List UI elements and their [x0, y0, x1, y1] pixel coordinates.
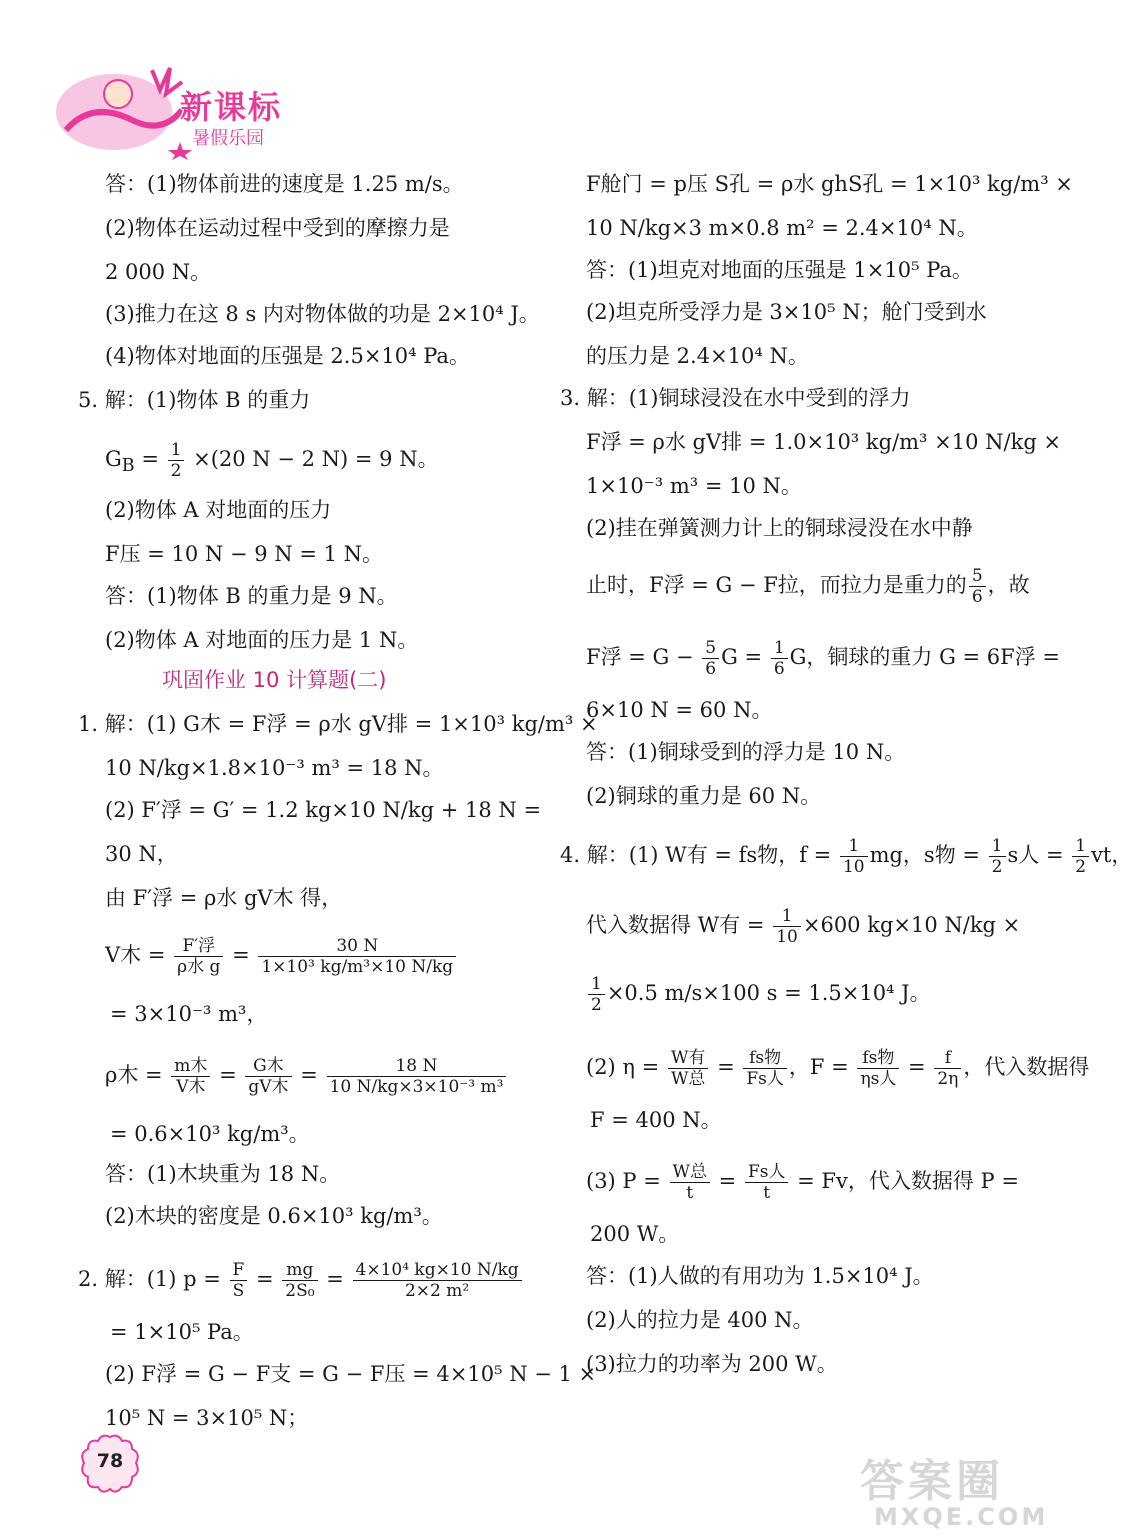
formula-text: = [134, 447, 166, 471]
fraction-numerator: 1 [840, 836, 868, 857]
formula-line [105, 936, 458, 977]
formula-line: = 0.6×10³ kg/m³。 [110, 1122, 310, 1146]
fraction [245, 1056, 291, 1097]
cartoon-surfer-icon [52, 60, 192, 160]
formula-line: = 3×10⁻³ m³， [110, 1002, 268, 1026]
fraction [989, 836, 1006, 877]
fraction-numerator: m木 [171, 1056, 210, 1077]
formula-text: ×600 kg×10 N/kg × [802, 913, 1021, 937]
fraction-numerator: F [230, 1260, 248, 1281]
fraction [258, 936, 456, 977]
formula-text: 止时，F浮 = G − F拉，而拉力是重力的 [586, 573, 967, 597]
fraction [969, 566, 986, 607]
fraction-denominator: 2 [1075, 857, 1087, 877]
fraction [174, 936, 223, 977]
answer-line: 答：(1)铜球受到的浮力是 10 N。 [586, 740, 906, 764]
watermark-url: MXQE.COM [874, 1503, 1049, 1531]
fraction-numerator: Fs人 [745, 1162, 789, 1183]
fraction-denominator: 10 [842, 857, 865, 877]
fraction-denominator: 6 [773, 659, 785, 679]
header-logo [52, 60, 322, 160]
formula-line [586, 974, 931, 1015]
problem-4-heading [560, 836, 1132, 877]
fraction-denominator: 6 [971, 587, 983, 607]
fraction [934, 1048, 961, 1089]
formula-text: ρ木 = [105, 1063, 170, 1087]
fraction-numerator: 1 [168, 440, 185, 461]
answer-line: (2)物体 A 对地面的压力是 1 N。 [105, 628, 419, 652]
fraction-denominator: 2 [591, 995, 602, 1015]
fraction-denominator: t [763, 1183, 771, 1203]
fraction-denominator: ηs人 [860, 1069, 897, 1089]
fraction [743, 1048, 787, 1089]
fraction-numerator: 1 [989, 836, 1006, 857]
fraction [353, 1260, 522, 1301]
formula-line [586, 906, 1020, 947]
fraction-denominator: gV木 [248, 1077, 289, 1097]
fraction [588, 974, 605, 1015]
fraction [327, 1056, 507, 1097]
fraction-numerator: fs物 [743, 1048, 787, 1069]
watermark [860, 1445, 1048, 1531]
page-number: 78 [96, 1450, 124, 1472]
formula-text: G = [721, 645, 769, 669]
fraction [773, 906, 801, 947]
formula-line [586, 566, 1030, 607]
fraction [171, 1056, 210, 1097]
formula-text: V木 = [105, 943, 173, 967]
fraction-numerator: F′浮 [174, 936, 223, 957]
section-heading: 巩固作业 10 计算题(二) [162, 668, 387, 692]
fraction [771, 638, 788, 679]
answer-line: 答：(1)木块重为 18 N。 [105, 1162, 341, 1186]
fraction-numerator: W有 [668, 1048, 708, 1069]
answer-line: (2)人的拉力是 400 N。 [586, 1308, 814, 1332]
fraction-numerator: 30 N [258, 936, 456, 957]
fraction-numerator: 1 [1072, 836, 1089, 857]
fraction-denominator: 2 [991, 857, 1003, 877]
answer-line: 2 000 N。 [105, 260, 212, 284]
formula-line: 10 N/kg×1.8×10⁻³ m³ = 18 N。 [105, 756, 444, 780]
answer-line: 的压力是 2.4×10⁴ N。 [586, 344, 809, 368]
formula-line: 200 W。 [590, 1222, 680, 1246]
formula-line: (2) η = $\frac{\text{W有}}{\text{W总}}$ = $\frac{\text{fs物}}{\text{Fs人}}$ ，F = $\frac{\text{fs物}}{\text{ηs人}}$ = $\frac{f}{2\eta}$ ，代入数据得 [586, 1048, 1090, 1089]
fraction [230, 1260, 248, 1301]
problem-5-heading: 5. 解：(1)物体 B 的重力 [78, 388, 311, 412]
formula-text: = Fv，代入数据得 P = [790, 1169, 1019, 1193]
fraction-numerator: 1 [588, 974, 605, 995]
formula-var: G [105, 447, 122, 471]
formula-text: 4. 解：(1) W有 = fs物，f = [560, 843, 838, 867]
fraction [1072, 836, 1089, 877]
fraction-numerator: G木 [245, 1056, 291, 1077]
formula-text: G，铜球的重力 G = 6F浮 = [789, 645, 1061, 669]
problem-2-heading: 2. 解：(1) p = $\frac{F}{S}$ = $\frac{mg}{\text{2S₀}}$ = $\frac{\text{4×10⁴ kg×10 N/kg}}{\text{2×2 m²}}$ [78, 1260, 524, 1301]
fraction [702, 638, 719, 679]
fraction-denominator: 2 [170, 461, 182, 481]
formula-text: ×0.5 m/s×100 s = 1.5×10⁴ J。 [606, 981, 931, 1005]
fraction-denominator: 2×2 m² [404, 1281, 470, 1301]
fraction-denominator: t [686, 1183, 694, 1203]
formula-text: ，故 [987, 573, 1030, 597]
answer-line: (4)物体对地面的压强是 2.5×10⁴ Pa。 [105, 344, 470, 368]
formula-line: 6×10 N = 60 N。 [586, 698, 773, 722]
fraction-numerator: 4×10⁴ kg×10 N/kg [353, 1260, 522, 1281]
formula-line: 10⁵ N = 3×10⁵ N； [105, 1406, 309, 1430]
formula-text: = [225, 943, 257, 967]
fraction-denominator: ρ水 g [177, 957, 221, 977]
fraction-numerator: 18 N [327, 1056, 507, 1077]
answer-line: (3)推力在这 8 s 内对物体做的功是 2×10⁴ J。 [105, 302, 540, 326]
formula-line: = 1×10⁵ Pa。 [110, 1320, 254, 1344]
fraction-numerator: W总 [670, 1162, 710, 1183]
formula-text: ，F = [788, 1055, 856, 1079]
formula-text: F浮 = G − [586, 645, 701, 669]
watermark-logo-text: 答案圈 [860, 1456, 1004, 1507]
formula-text: (3) P = [586, 1169, 668, 1193]
answer-line: (2)物体在运动过程中受到的摩擦力是 [105, 216, 450, 240]
logo-subtitle: 暑假乐园 [192, 128, 264, 149]
answer-line: (2)木块的密度是 0.6×10³ kg/m³。 [105, 1204, 443, 1228]
fraction-denominator: V木 [176, 1077, 206, 1097]
page-number-badge [78, 1433, 142, 1495]
formula-text: ，代入数据得 [963, 1055, 1090, 1079]
formula-text: ×(20 N − 2 N) = 9 N。 [186, 447, 439, 471]
fraction-denominator: 10 [776, 927, 798, 947]
formula-line: (2) F′浮 = G′ = 1.2 kg×10 N/kg + 18 N = [105, 798, 542, 822]
answer-line: 答：(1)物体前进的速度是 1.25 m/s。 [105, 172, 464, 196]
fraction-denominator: 10 N/kg×3×10⁻³ m³ [329, 1077, 504, 1097]
formula-line: ρ木 = $\frac{\text{m木}}{\text{V木}}$ = $\frac{\text{G木}}{\text{gV木}}$ = $\frac{18 N}{\text{10 N/kg×3×10⁻³ m³}}$ [105, 1056, 508, 1097]
fraction-denominator: Fs人 [746, 1069, 784, 1089]
fraction-numerator: fs物 [857, 1048, 899, 1069]
formula-line: 1×10⁻³ m³ = 10 N。 [586, 474, 802, 498]
formula-text: s人 = [1007, 843, 1071, 867]
fraction-numerator: 5 [969, 566, 986, 587]
fraction [745, 1162, 789, 1203]
fraction-numerator: f [934, 1048, 961, 1069]
fraction-denominator: 2η [937, 1069, 959, 1089]
answer-line: 答：(1)坦克对地面的压强是 1×10⁵ Pa。 [586, 258, 973, 282]
formula-line: F浮 = ρ水 gV排 = 1.0×10³ kg/m³ ×10 N/kg × [586, 430, 1062, 454]
answer-line: (3)拉力的功率为 200 W。 [586, 1352, 838, 1376]
answer-line: (2)坦克所受浮力是 3×10⁵ N；舱门受到水 [586, 300, 987, 324]
fraction-numerator: 5 [702, 638, 719, 659]
formula-line: F舱门 = p压 S孔 = ρ水 ghS孔 = 1×10³ kg/m³ × [586, 172, 1073, 196]
fraction [282, 1260, 317, 1301]
answer-line: (2)铜球的重力是 60 N。 [586, 784, 822, 808]
fraction-numerator: mg [282, 1260, 317, 1281]
fraction-denominator: 2S₀ [285, 1281, 315, 1301]
formula-line: (3) P = $\frac{\text{W总}}{t}$ = $\frac{\text{Fs人}}{t}$ = Fv，代入数据得 P = [586, 1162, 1019, 1203]
problem-1-heading: 1. 解：(1) G木 = F浮 = ρ水 gV排 = 1×10³ kg/m³ × [78, 712, 598, 736]
fraction [168, 440, 185, 481]
formula-line: 30 N， [105, 842, 178, 866]
formula-line: 10 N/kg×3 m×0.8 m² = 2.4×10⁴ N。 [586, 216, 978, 240]
fraction [670, 1162, 710, 1203]
answer-line: (2)挂在弹簧测力计上的铜球浸没在水中静 [586, 516, 973, 540]
formula-line [105, 440, 439, 481]
problem-3-heading: 3. 解：(1)铜球浸没在水中受到的浮力 [560, 386, 911, 410]
answer-line: 答：(1)物体 B 的重力是 9 N。 [105, 584, 398, 608]
fraction-denominator: W总 [670, 1069, 706, 1089]
formula-line: 由 F′浮 = ρ水 gV木 得， [105, 886, 343, 910]
fraction-numerator: 1 [773, 906, 801, 927]
formula-subscript: B [121, 456, 135, 477]
fraction-denominator: 1×10³ kg/m³×10 N/kg [261, 957, 454, 977]
formula-text: mg，s物 = [869, 843, 987, 867]
fraction [840, 836, 868, 877]
fraction-denominator: 6 [705, 659, 717, 679]
logo-title: 新课标 [180, 88, 283, 126]
fraction-denominator: S [232, 1281, 245, 1301]
formula-line: F = 400 N。 [590, 1108, 722, 1132]
formula-text: 2. 解：(1) p = [78, 1267, 228, 1291]
formula-line [586, 638, 1060, 679]
answer-line: (2)物体 A 对地面的压力 [105, 498, 332, 522]
formula-text: 代入数据得 W有 = [586, 913, 772, 937]
fraction [668, 1048, 708, 1089]
fraction [857, 1048, 899, 1089]
answer-line: 答：(1)人做的有用功为 1.5×10⁴ J。 [586, 1264, 934, 1288]
formula-line: F压 = 10 N − 9 N = 1 N。 [105, 542, 384, 566]
formula-text: (2) η = [586, 1055, 666, 1079]
formula-line: (2) F浮 = G − F支 = G − F压 = 4×10⁵ N − 1 × [105, 1362, 597, 1386]
fraction-numerator: 1 [771, 638, 788, 659]
formula-text: vt， [1091, 843, 1132, 867]
